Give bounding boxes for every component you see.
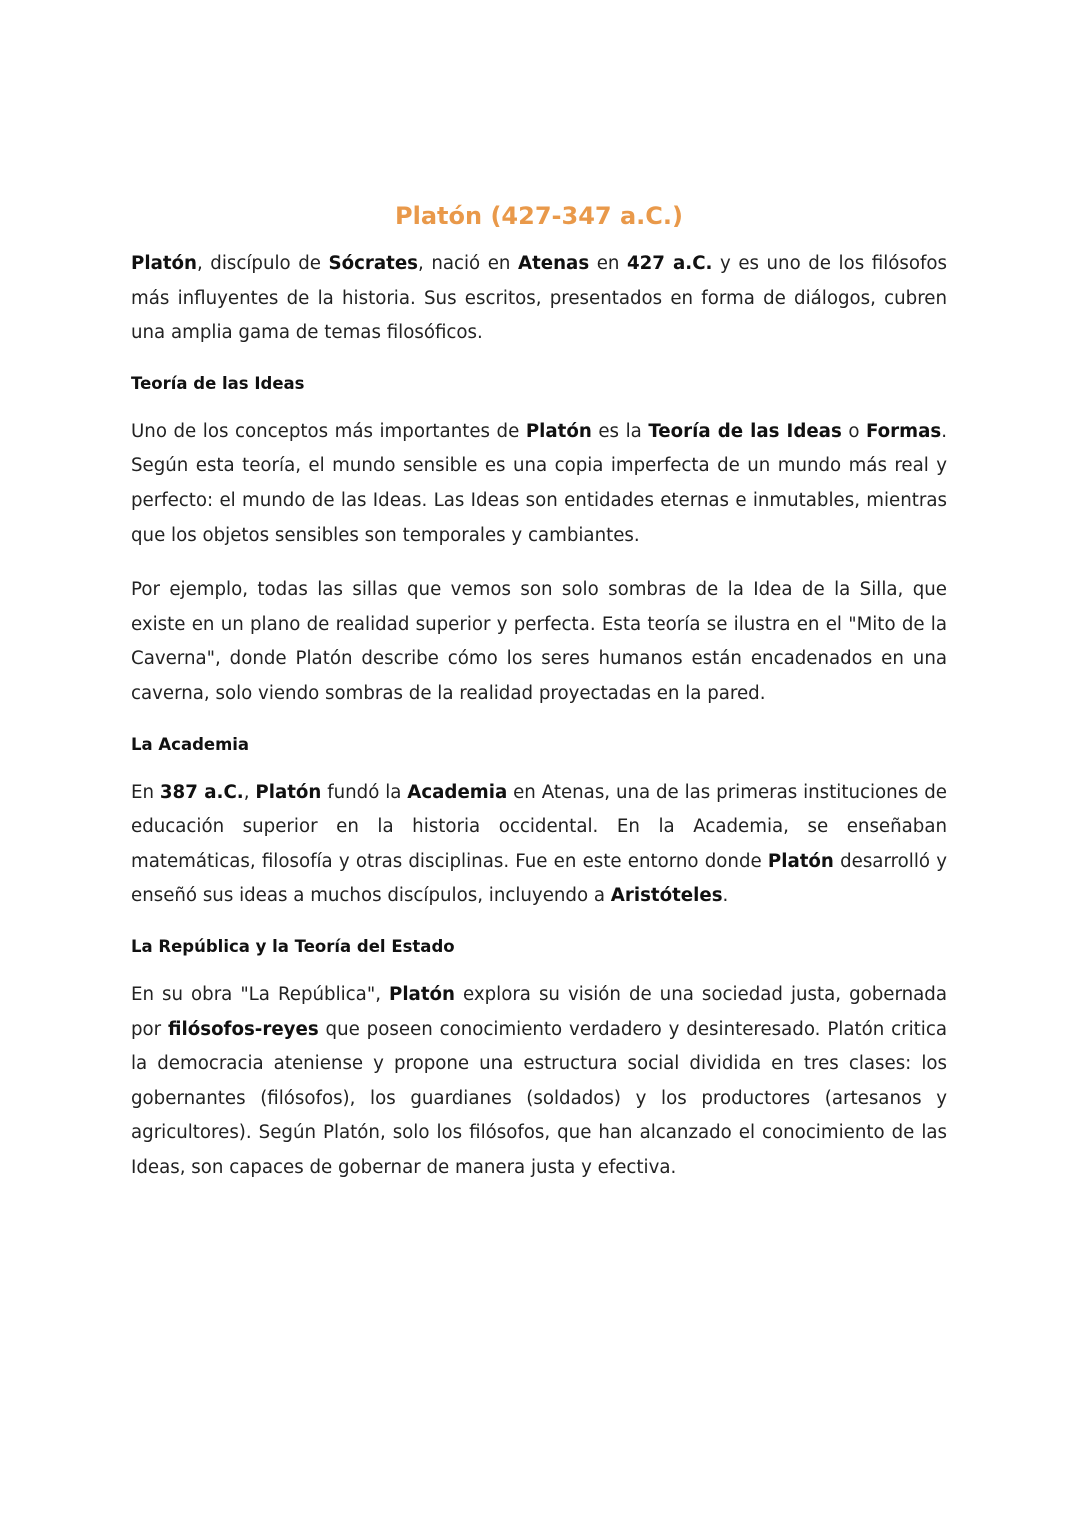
text-run: . Según esta teoría, el mundo sensible es una copia imperfecta de un mundo más real y perfecto: el mundo de las Ideas. Las Ideas son entidades eternas e inmutables, mientras que los objetos sensibles son temporales y cambiantes. — [131, 420, 947, 546]
text-run: . — [722, 885, 729, 907]
body-paragraph — [131, 573, 947, 711]
text-run: , — [243, 781, 256, 803]
text-run: es la — [591, 420, 649, 442]
text-run: En su obra "La República", — [131, 983, 389, 1005]
bold-text: Platón — [131, 253, 197, 274]
text-run: en Atenas, una de las primeras instituciones de educación superior en la historia occidental. En la Academia, se enseñaban matemáticas, filosofía y otras disciplinas. Fue en este entorno donde — [131, 781, 947, 872]
bold-text: 387 a.C. — [159, 781, 244, 803]
body-paragraph — [131, 247, 947, 351]
bold-text: Platón — [525, 420, 592, 442]
bold-text: Academia — [407, 781, 508, 803]
bold-text: Platón — [255, 781, 322, 803]
section-heading: Teoría de las Ideas — [131, 373, 305, 393]
bold-text: 427 a.C. — [626, 253, 713, 274]
bold-text: Atenas — [518, 253, 590, 274]
bold-text: Teoría de las Ideas — [648, 420, 842, 442]
text-run: en — [589, 253, 627, 274]
bold-text: Platón — [767, 850, 834, 872]
document-body — [131, 247, 947, 1205]
bold-text: Sócrates — [328, 253, 418, 274]
bold-text: Aristóteles — [610, 885, 723, 907]
bold-text: Formas — [865, 420, 942, 442]
text-run: que poseen conocimiento verdadero y desinteresado. Platón critica la democracia ateniense y propone una estructura social dividida en tres clases: los gobernantes (filósofos), los guardianes (soldados) y los productores (artesanos y agricultores). Según Platón, solo los filósofos, que han alcanzado el conocimiento de las Ideas, son capaces de gobernar de manera justa y efectiva. — [131, 1018, 947, 1178]
text-run: explora su visión de una sociedad justa, gobernada por — [131, 983, 947, 1040]
text-run: Por ejemplo, todas las sillas que vemos son solo sombras de la Idea de la Silla, que existe en un plano de realidad superior y perfecta. Esta teoría se ilustra en el "Mito de la Caverna", donde Platón describe cómo los seres humanos están encadenados en una caverna, solo viendo sombras de la realidad proyectadas en la pared. — [131, 579, 947, 704]
text-run: , discípulo de — [196, 253, 329, 274]
text-run: , nació en — [418, 253, 518, 274]
body-paragraph — [131, 415, 947, 553]
text-run: fundó la — [321, 781, 408, 803]
text-run: desarrolló y enseñó sus ideas a muchos discípulos, incluyendo a — [131, 850, 948, 907]
section-heading: La República y la Teoría del Estado — [131, 936, 455, 956]
text-run: y es uno de los filósofos más influyentes de la historia. Sus escritos, presentados en forma de diálogos, cubren una amplia gama de temas filosóficos. — [131, 253, 947, 344]
text-run: En — [131, 781, 160, 803]
bold-text: filósofos-reyes — [168, 1018, 319, 1040]
text-run: Uno de los conceptos más importantes de — [131, 420, 526, 442]
document-title: Platón (427-347 a.C.) — [395, 202, 683, 231]
body-paragraph — [131, 776, 947, 914]
body-paragraph — [131, 978, 947, 1186]
text-run: o — [841, 420, 866, 442]
bold-text: Platón — [388, 983, 455, 1005]
section-heading: La Academia — [131, 734, 250, 754]
